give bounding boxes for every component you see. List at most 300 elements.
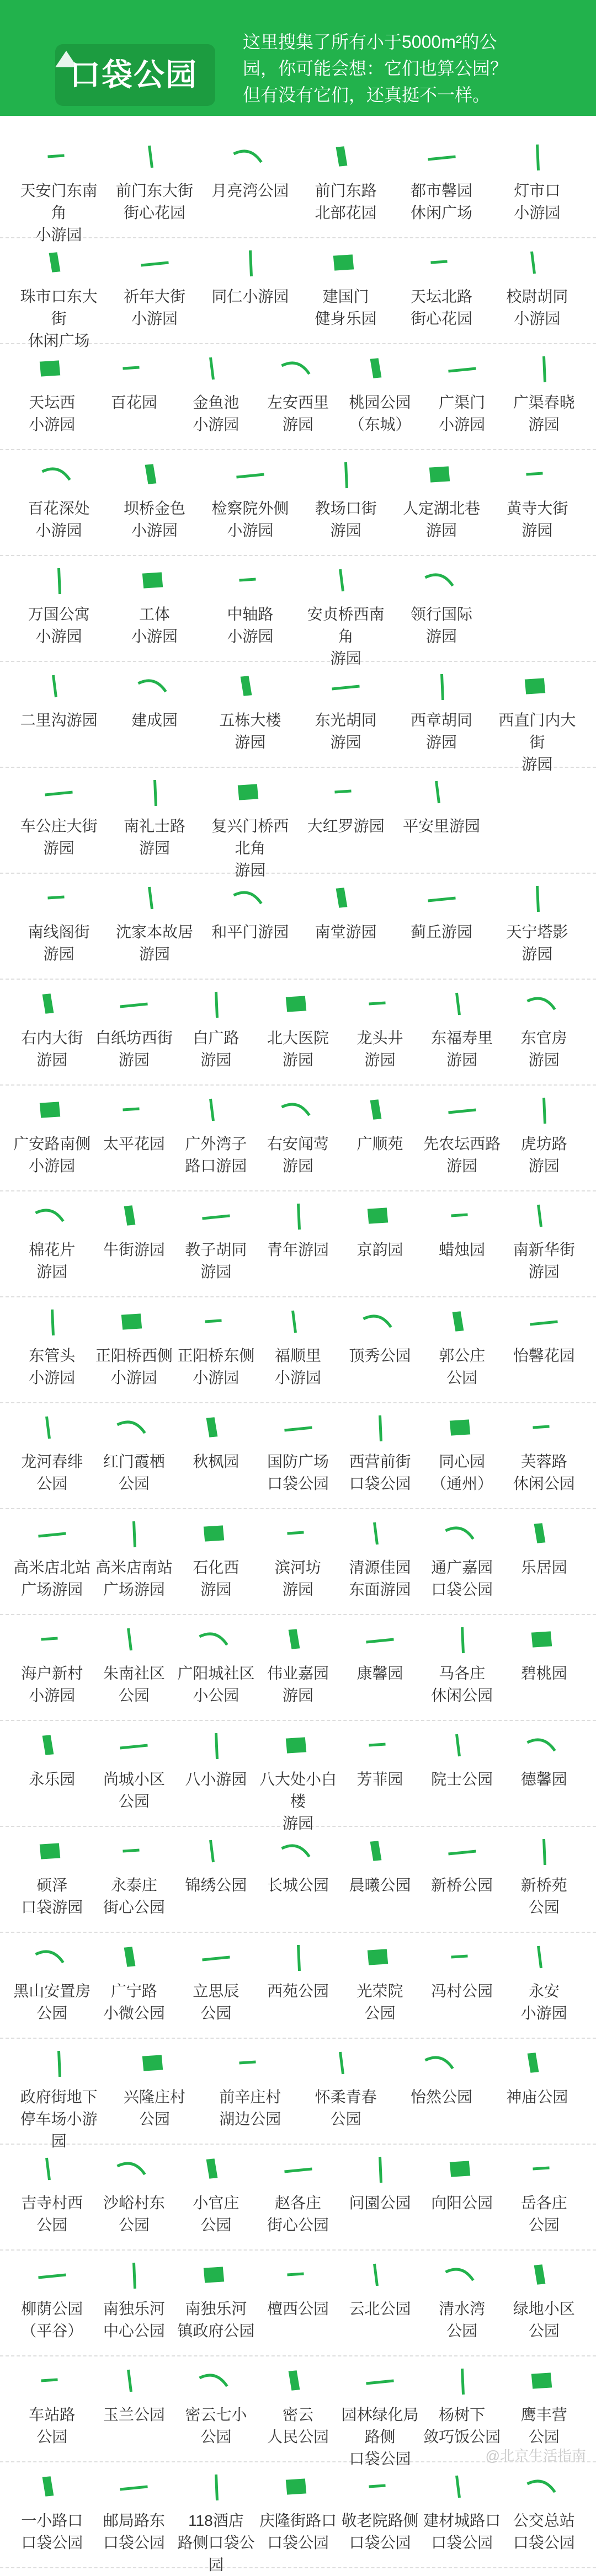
- park-item: [205, 238, 296, 343]
- park-name: 车公庄大街 游园: [20, 817, 98, 857]
- park-item: [88, 1297, 179, 1402]
- park-item: [498, 2462, 589, 2567]
- park-name: 立思辰 公园: [193, 1982, 240, 2022]
- park-item: [396, 2039, 487, 2144]
- park-item: [334, 344, 425, 449]
- park-shape-icon: [171, 1517, 262, 1550]
- park-item: [396, 450, 487, 555]
- park-item: [109, 556, 200, 661]
- park-item: [171, 1403, 262, 1508]
- park-row: [0, 768, 596, 879]
- park-name: 南礼士路 游园: [123, 817, 185, 857]
- park-row: [0, 132, 596, 243]
- park-item: [334, 1297, 425, 1402]
- park-shape-icon: [334, 1623, 425, 1656]
- park-name: 白广路 游园: [193, 1029, 240, 1068]
- park-name: 八小游园: [185, 1771, 247, 1788]
- intro-text: [243, 29, 574, 108]
- park-shape-icon: [171, 2152, 262, 2185]
- park-grid: [0, 132, 596, 2573]
- park-shape-icon: [300, 776, 391, 809]
- park-name: 坝桥金色 小游园: [123, 500, 185, 539]
- park-item: [492, 662, 583, 773]
- park-row: [0, 2145, 596, 2251]
- park-name: 永安 小游园: [520, 1982, 567, 2022]
- park-name: 广渠门 小游园: [439, 394, 486, 433]
- park-item: [13, 556, 104, 661]
- park-name: 牛街游园: [103, 1241, 165, 1258]
- park-shape-icon: [7, 1517, 98, 1550]
- park-name: 尚城小区 公园: [103, 1771, 165, 1810]
- park-shape-icon: [88, 1835, 179, 1868]
- park-item: [171, 1721, 262, 1826]
- park-shape-icon: [109, 246, 200, 279]
- park-shape-icon: [253, 1729, 344, 1762]
- park-shape-icon: [7, 1093, 98, 1126]
- park-shape-icon: [253, 987, 344, 1020]
- park-item: [13, 2039, 104, 2150]
- park-item: [88, 1191, 179, 1296]
- park-name: 德馨园: [520, 1771, 567, 1788]
- park-item: [7, 2356, 98, 2461]
- park-item: [109, 238, 200, 343]
- park-item: [109, 450, 200, 555]
- park-item: [334, 1933, 425, 2038]
- park-shape-icon: [417, 1411, 508, 1444]
- park-name: 石化西 游园: [193, 1559, 240, 1598]
- park-item: [492, 874, 583, 979]
- park-name: 海户新村 小游园: [21, 1665, 83, 1704]
- park-name: 长城公园: [267, 1877, 329, 1894]
- park-shape-icon: [7, 1623, 98, 1656]
- park-name: 兴隆庄村 公园: [123, 2088, 185, 2128]
- park-item: [396, 132, 487, 237]
- park-shape-icon: [7, 2152, 98, 2185]
- park-name: 正阳桥东侧 小游园: [177, 1347, 255, 1386]
- park-name: 天坛北路 街心花园: [410, 288, 472, 327]
- park-shape-icon: [109, 881, 200, 915]
- park-name: 顶秀公园: [349, 1347, 411, 1364]
- park-item: [300, 662, 391, 767]
- park-shape-icon: [396, 458, 487, 491]
- park-item: [417, 2251, 508, 2355]
- park-shape-icon: [417, 1517, 508, 1550]
- park-name: 检察院外侧 小游园: [211, 500, 289, 539]
- park-name: 向阳公园: [431, 2194, 493, 2211]
- park-shape-icon: [88, 1411, 179, 1444]
- park-item: [253, 1297, 344, 1402]
- park-name: 龙头井 游园: [356, 1029, 403, 1068]
- park-shape-icon: [171, 352, 262, 385]
- park-shape-icon: [492, 458, 583, 491]
- park-name: 和平门游园: [211, 923, 289, 940]
- park-item: [300, 768, 391, 873]
- park-shape-icon: [498, 1941, 589, 1974]
- park-shape-icon: [417, 1835, 508, 1868]
- park-name: 桃园公园 （东城）: [349, 394, 411, 433]
- park-name: 广阳城社区 小公园: [177, 1665, 255, 1704]
- park-item: [171, 2145, 262, 2249]
- park-shape-icon: [498, 1411, 589, 1444]
- park-name: 珠市口东大街 休闲广场: [20, 288, 98, 349]
- park-shape-icon: [7, 987, 98, 1020]
- park-name: 广宁路 小微公园: [103, 1982, 165, 2022]
- park-shape-icon: [498, 1517, 589, 1550]
- park-name: 虎坊路 游园: [520, 1135, 567, 1174]
- park-item: [253, 1615, 344, 1720]
- park-item: [417, 2145, 508, 2249]
- park-shape-icon: [253, 2364, 344, 2397]
- park-item: [417, 1933, 508, 2038]
- park-shape-icon: [171, 1729, 262, 1762]
- park-shape-icon: [205, 246, 296, 279]
- park-name: 东管头 小游园: [29, 1347, 76, 1386]
- park-name: 晨曦公园: [349, 1877, 411, 1894]
- park-shape-icon: [396, 2046, 487, 2080]
- park-name: 东福寿里 游园: [431, 1029, 493, 1068]
- park-shape-icon: [300, 2046, 391, 2080]
- park-name: 同心园 （通州）: [431, 1453, 493, 1492]
- park-shape-icon: [88, 1305, 179, 1338]
- park-item: [88, 1933, 179, 2038]
- park-shape-icon: [7, 1411, 98, 1444]
- park-name: 康馨园: [356, 1665, 403, 1682]
- park-item: [417, 1721, 508, 1826]
- park-item: [171, 344, 262, 449]
- park-shape-icon: [109, 140, 200, 173]
- park-item: [171, 2462, 262, 2573]
- park-name: 沈家本故居 游园: [115, 923, 193, 963]
- park-shape-icon: [417, 2364, 508, 2397]
- park-item: [334, 2462, 425, 2567]
- park-shape-icon: [334, 352, 425, 385]
- park-name: 怡馨花园: [513, 1347, 575, 1364]
- intro-line: 但有没有它们，还真挺不一样。: [243, 85, 491, 105]
- park-name: 教子胡同 游园: [185, 1241, 247, 1280]
- park-shape-icon: [417, 1729, 508, 1762]
- park-shape-icon: [334, 1093, 425, 1126]
- park-shape-icon: [205, 670, 296, 703]
- park-item: [205, 132, 296, 237]
- park-item: [205, 450, 296, 555]
- park-shape-icon: [334, 987, 425, 1020]
- park-name: 广外湾子 路口游园: [185, 1135, 247, 1174]
- park-item: [7, 1086, 98, 1190]
- park-item: [171, 1509, 262, 1614]
- park-item: [417, 1191, 508, 1296]
- park-shape-icon: [334, 2364, 425, 2397]
- park-item: [171, 1297, 262, 1402]
- park-shape-icon: [253, 1305, 344, 1338]
- park-item: [498, 1509, 589, 1614]
- park-shape-icon: [13, 458, 104, 491]
- park-shape-icon: [253, 1199, 344, 1232]
- park-name: 西营前街 口袋公园: [349, 1453, 411, 1492]
- park-shape-icon: [253, 1093, 344, 1126]
- park-name: 光荣院 公园: [356, 1982, 403, 2022]
- park-shape-icon: [417, 2258, 508, 2291]
- park-shape-icon: [88, 1623, 179, 1656]
- park-shape-icon: [109, 670, 200, 703]
- park-name: 都市馨园 休闲广场: [410, 182, 472, 221]
- park-name: 清源佳园 东面游园: [349, 1559, 411, 1598]
- park-shape-icon: [417, 1941, 508, 1974]
- park-shape-icon: [417, 1305, 508, 1338]
- park-item: [334, 1827, 425, 1932]
- park-item: [88, 344, 179, 449]
- park-shape-icon: [171, 2470, 262, 2503]
- park-shape-icon: [417, 1093, 508, 1126]
- park-item: [13, 238, 104, 349]
- park-shape-icon: [498, 2152, 589, 2185]
- park-item: [7, 344, 98, 449]
- park-name: 天安门东南角 小游园: [20, 182, 98, 243]
- park-shape-icon: [334, 1729, 425, 1762]
- park-name: 右内大街 游园: [21, 1029, 83, 1068]
- park-shape-icon: [7, 1941, 98, 1974]
- park-name: 南新华街 游园: [513, 1241, 575, 1280]
- park-name: 檀西公园: [267, 2300, 329, 2317]
- park-name: 祈年大街 小游园: [123, 288, 185, 327]
- park-shape-icon: [396, 564, 487, 597]
- park-item: [205, 2039, 296, 2144]
- park-item: [417, 1297, 508, 1402]
- park-item: [334, 2251, 425, 2355]
- park-shape-icon: [88, 1941, 179, 1974]
- park-name: 南线阁街 游园: [28, 923, 90, 963]
- watermark: @北京生活指南: [485, 2447, 586, 2464]
- park-item: [417, 1086, 508, 1190]
- park-shape-icon: [205, 2046, 296, 2080]
- park-name: 棉花片 游园: [29, 1241, 76, 1280]
- park-item: [253, 2145, 344, 2249]
- park-shape-icon: [171, 1411, 262, 1444]
- park-item: [7, 2251, 98, 2355]
- park-shape-icon: [417, 1199, 508, 1232]
- park-name: 广渠春晓 游园: [513, 394, 575, 433]
- park-name: 五栋大楼 游园: [219, 712, 281, 751]
- park-name: 永乐园: [29, 1771, 76, 1788]
- park-name: 新桥公园: [431, 1877, 493, 1894]
- park-name: 岳各庄 公园: [520, 2194, 567, 2233]
- park-item: [7, 2462, 98, 2567]
- header-banner: [0, 0, 596, 116]
- park-item: [396, 238, 487, 343]
- park-item: [7, 1509, 98, 1614]
- park-name: 新桥苑 公园: [520, 1877, 567, 1916]
- park-item: [498, 1191, 589, 1296]
- park-item: [7, 1403, 98, 1508]
- park-item: [334, 980, 425, 1084]
- park-shape-icon: [492, 140, 583, 173]
- park-name: 蓟丘游园: [410, 923, 472, 940]
- park-item: [7, 1827, 98, 1932]
- park-shape-icon: [334, 1941, 425, 1974]
- park-item: [417, 2462, 508, 2567]
- park-name: 锦绣公园: [185, 1877, 247, 1894]
- park-shape-icon: [13, 776, 104, 809]
- park-shape-icon: [88, 2364, 179, 2397]
- park-shape-icon: [492, 246, 583, 279]
- park-name: 百花深处 小游园: [28, 500, 90, 539]
- park-item: [334, 1086, 425, 1190]
- park-shape-icon: [13, 140, 104, 173]
- park-name: 云北公园: [349, 2300, 411, 2317]
- park-shape-icon: [396, 140, 487, 173]
- park-item: [498, 980, 589, 1084]
- park-name: 白纸坊西街 游园: [95, 1029, 173, 1068]
- park-shape-icon: [253, 1411, 344, 1444]
- park-item: [300, 556, 391, 667]
- park-name: 密云 人民公园: [267, 2406, 329, 2445]
- park-shape-icon: [498, 1305, 589, 1338]
- park-shape-icon: [334, 2258, 425, 2291]
- park-item: [300, 874, 391, 979]
- park-item: [396, 874, 487, 979]
- park-item: [253, 1191, 344, 1296]
- park-name: 国防广场 口袋公园: [267, 1453, 329, 1492]
- park-shape-icon: [498, 2470, 589, 2503]
- park-item: [88, 1086, 179, 1190]
- park-item: [205, 768, 296, 879]
- park-name: 朱南社区 公园: [103, 1665, 165, 1704]
- park-row: [0, 1721, 596, 1832]
- park-shape-icon: [7, 1199, 98, 1232]
- park-item: [88, 980, 179, 1084]
- park-name: 前门东路 北部花园: [315, 182, 377, 221]
- park-shape-icon: [171, 1623, 262, 1656]
- park-shape-icon: [88, 987, 179, 1020]
- park-shape-icon: [498, 987, 589, 1020]
- park-item: [253, 980, 344, 1084]
- park-name: 清水湾 公园: [439, 2300, 486, 2339]
- park-item: [171, 2251, 262, 2355]
- park-item: [498, 1615, 589, 1720]
- park-name: 太平花园: [103, 1135, 165, 1152]
- park-item: [205, 662, 296, 767]
- park-shape-icon: [7, 352, 98, 385]
- park-shape-icon: [300, 670, 391, 703]
- park-item: [498, 344, 589, 449]
- park-shape-icon: [13, 881, 104, 915]
- park-name: 二里沟游园: [20, 712, 98, 729]
- park-row: [0, 1297, 596, 1403]
- park-shape-icon: [253, 1835, 344, 1868]
- park-name: 西苑公园: [267, 1982, 329, 2000]
- park-name: 密云七小 公园: [185, 2406, 247, 2445]
- park-shape-icon: [253, 1941, 344, 1974]
- park-item: [13, 662, 104, 767]
- park-item: [13, 874, 104, 979]
- park-name: 金鱼池 小游园: [193, 394, 240, 433]
- park-row: [0, 1933, 596, 2039]
- park-shape-icon: [109, 564, 200, 597]
- park-shape-icon: [498, 1835, 589, 1868]
- park-name: 马各庄 休闲公园: [431, 1665, 493, 1704]
- park-item: [205, 556, 296, 661]
- park-name: 北大医院 游园: [267, 1029, 329, 1068]
- park-item: [498, 1721, 589, 1826]
- park-item: [334, 2356, 425, 2467]
- park-name: 青年游园: [267, 1241, 329, 1258]
- park-shape-icon: [7, 1305, 98, 1338]
- park-item: [334, 2145, 425, 2249]
- park-name: 高米店北站 广场游园: [13, 1559, 91, 1598]
- park-item: [253, 1721, 344, 1832]
- park-row: [0, 1827, 596, 1933]
- park-item: [171, 1827, 262, 1932]
- park-shape-icon: [498, 1093, 589, 1126]
- park-name: 建成园: [131, 712, 178, 729]
- park-shape-icon: [13, 564, 104, 597]
- park-item: [205, 874, 296, 979]
- park-shape-icon: [300, 246, 391, 279]
- park-item: [396, 556, 487, 661]
- park-name: 八大处小白楼 游园: [259, 1771, 337, 1832]
- park-item: [492, 450, 583, 555]
- park-item: [88, 1403, 179, 1508]
- park-name: 左安西里 游园: [267, 394, 329, 433]
- park-name: 南独乐河 镇政府公园: [177, 2300, 255, 2339]
- park-shape-icon: [300, 140, 391, 173]
- park-name: 公交总站 口袋公园: [513, 2512, 575, 2551]
- park-item: [171, 1086, 262, 1190]
- park-name: 灯市口 小游园: [514, 182, 561, 221]
- intro-line: 园，你可能会想：它们也算公园？: [243, 58, 508, 78]
- park-name: 平安里游园: [402, 817, 480, 835]
- park-item: [171, 1615, 262, 1720]
- park-item: [498, 1086, 589, 1190]
- intro-line: 这里搜集了所有小于5000m²的公: [243, 32, 497, 52]
- park-name: 南堂游园: [315, 923, 377, 940]
- park-name: 校尉胡同 小游园: [506, 288, 568, 327]
- park-item: [417, 1615, 508, 1720]
- park-shape-icon: [7, 2258, 98, 2291]
- park-item: [109, 874, 200, 979]
- park-item: [300, 450, 391, 555]
- park-name: 复兴门桥西北角 游园: [211, 817, 289, 879]
- park-name: 京韵园: [356, 1241, 403, 1258]
- park-item: [417, 344, 508, 449]
- park-item: [88, 1615, 179, 1720]
- park-item: [171, 980, 262, 1084]
- park-shape-icon: [498, 2258, 589, 2291]
- park-name: 玉兰公园: [103, 2406, 165, 2423]
- park-shape-icon: [498, 352, 589, 385]
- park-row: [0, 1191, 596, 1297]
- park-shape-icon: [7, 2364, 98, 2397]
- park-row: [0, 1403, 596, 1509]
- park-name: 碧桃园: [520, 1665, 567, 1682]
- park-item: [417, 1827, 508, 1932]
- park-name: 百花园: [110, 394, 157, 411]
- park-name: 安贞桥西南角 游园: [307, 606, 385, 667]
- park-name: 黑山安置房 公园: [13, 1982, 91, 2022]
- park-row: [0, 2462, 596, 2573]
- park-name: 柳荫公园 （平谷）: [21, 2300, 83, 2339]
- park-shape-icon: [334, 1199, 425, 1232]
- park-item: [109, 2039, 200, 2144]
- park-shape-icon: [417, 2152, 508, 2185]
- park-shape-icon: [171, 1199, 262, 1232]
- park-shape-icon: [88, 1093, 179, 1126]
- park-item: [7, 1933, 98, 2038]
- park-item: [7, 2145, 98, 2249]
- park-shape-icon: [109, 2046, 200, 2080]
- park-row: [0, 556, 596, 667]
- park-name: 冯村公园: [431, 1982, 493, 2000]
- park-item: [300, 2039, 391, 2144]
